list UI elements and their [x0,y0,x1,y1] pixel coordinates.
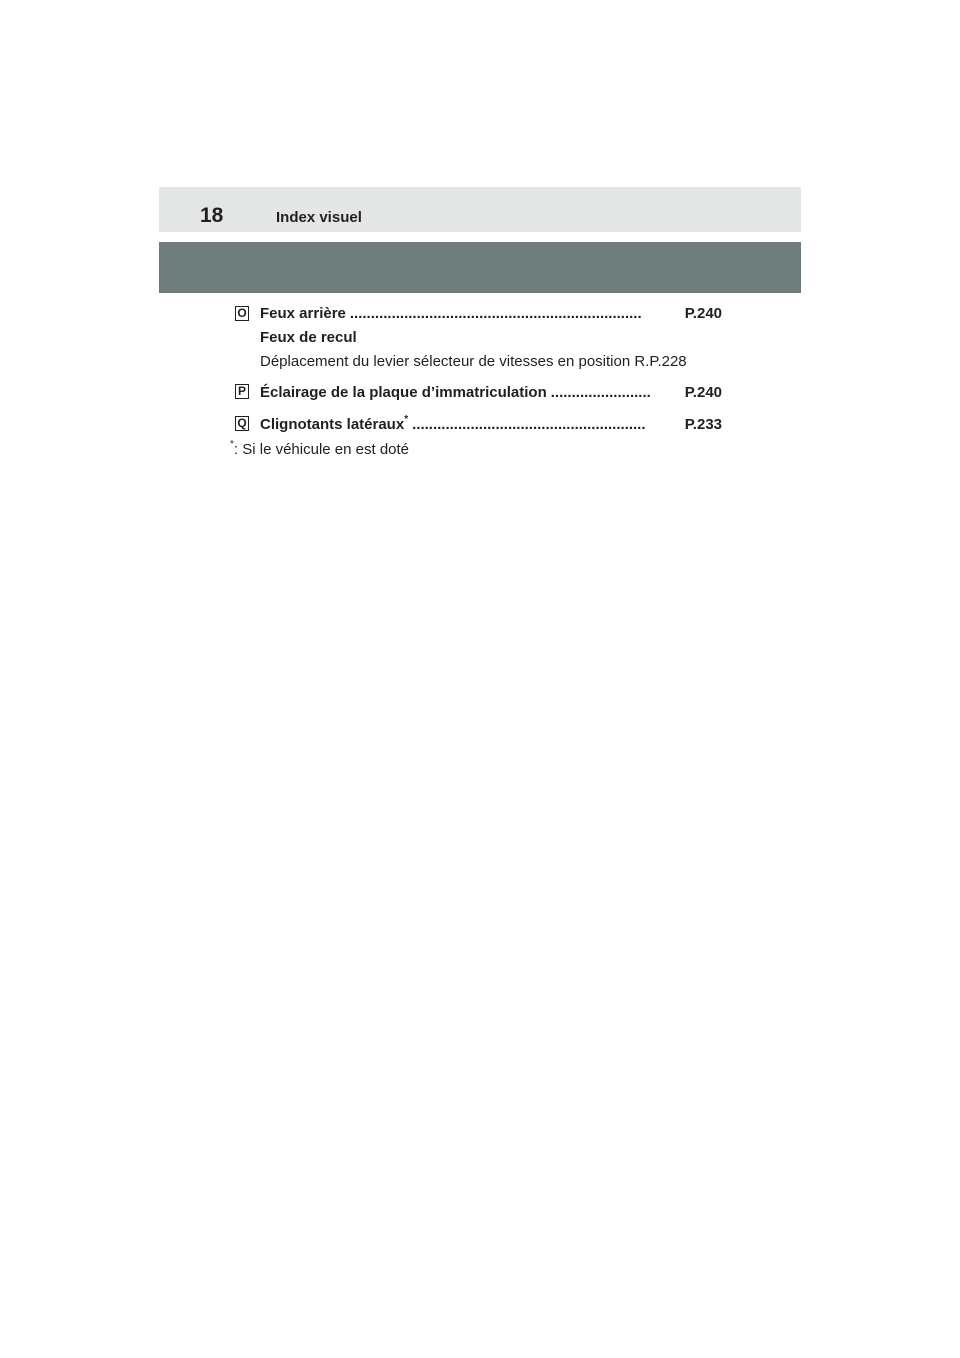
entry-label-text: Clignotants latéraux [260,416,405,433]
dot-leader: ...................................................................... [349,305,642,322]
dot-leader: ........................................................ [412,416,646,433]
entry-label: Déplacement du levier sélecteur de vitesses en position R [260,353,646,370]
page-reference: P.240 [684,305,722,322]
footnote [230,441,409,459]
page-reference: P.240 [684,384,722,401]
footnote-mark: * [404,414,409,425]
entry-eclairage-plaque [260,384,722,402]
entry-feux-arriere [260,305,722,323]
entry-label: Éclairage de la plaque d’immatriculation [260,384,547,401]
page-reference: P.233 [684,416,722,433]
footnote-text: : Si le véhicule en est doté [233,441,410,458]
marker-p: P [235,384,249,399]
entry-feux-de-recul [260,329,722,347]
marker-o: O [235,306,249,321]
header-band [159,242,801,293]
entry-deplacement-levier [260,353,722,371]
section-title: Index visuel [276,209,362,226]
footnote-symbol: * [230,439,234,450]
entry-label: Feux arrière [260,305,346,322]
dot-leader: ........................ [550,384,651,401]
page-reference: P.228 [649,353,687,370]
dot-leader: . [645,353,650,370]
page-header [159,187,801,232]
entry-label: Feux de recul [260,329,357,346]
entry-label [260,416,408,434]
page-number: 18 [200,204,224,227]
entry-clignotants-lateraux [260,416,722,434]
marker-q: Q [235,416,249,431]
